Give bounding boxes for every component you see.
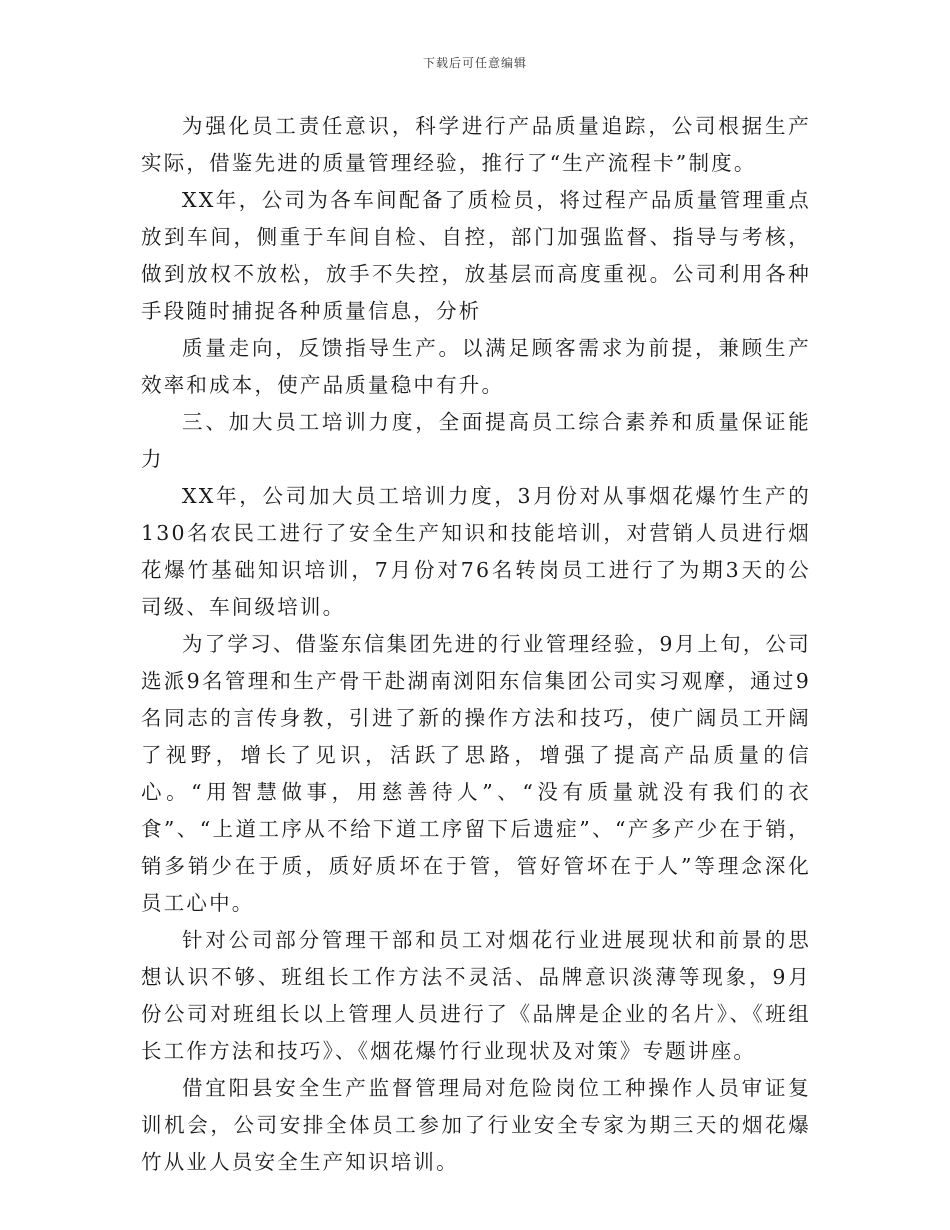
paragraph-4: XX年，公司加大员工培训力度，3月份对从事烟花爆竹生产的130名农民工进行了安全生产知识和技能培训，对营销人员进行烟花爆竹基础知识培训，7月份对76名转岗员工进行了为期3天的公司级、车间级培训。 xyxy=(141,484,811,619)
paragraph-1: 为强化员工责任意识，科学进行产品质量追踪，公司根据生产实际，借鉴先进的质量管理经验，推行了“生产流程卡”制度。 xyxy=(141,114,811,175)
paragraph-3: 质量走向，反馈指导生产。以满足顾客需求为前提，兼顾生产效率和成本，使产品质量稳中有升。 xyxy=(141,336,811,397)
document-body xyxy=(141,108,811,1181)
paragraph-7: 借宜阳县安全生产监督管理局对危险岗位工种操作人员审证复训机会，公司安排全体员工参加了行业安全专家为期三天的烟花爆竹从业人员安全生产知识培训。 xyxy=(141,1076,811,1174)
paragraph-2: XX年，公司为各车间配备了质检员，将过程产品质量管理重点放到车间，侧重于车间自检、自控，部门加强监督、指导与考核，做到放权不放松，放手不失控，放基层而高度重视。公司利用各种手段随时捕捉各种质量信息，分析 xyxy=(141,188,811,323)
paragraph-5: 为了学习、借鉴东信集团先进的行业管理经验，9月上旬，公司选派9名管理和生产骨干赴湖南浏阳东信集团公司实习观摩，通过9名同志的言传身教，引进了新的操作方法和技巧，使广阔员工开阔了视野，增长了见识，活跃了思路，增强了提高产品质量的信心。“用智慧做事，用慈善待人”、“没有质量就没有我们的衣食”、“上道工序从不给下道工序留下后遗症”、“产多产少在于销，销多销少在于质，质好质坏在于管，管好管坏在于人”等理念深化员工心中。 xyxy=(141,632,811,915)
header-note: 下载后可任意编辑 xyxy=(422,56,527,70)
section-heading-3: 三、加大员工培训力度，全面提高员工综合素养和质量保证能力 xyxy=(141,410,811,471)
paragraph-6: 针对公司部分管理干部和员工对烟花行业进展现状和前景的思想认识不够、班组长工作方法不灵活、品牌意识淡薄等现象，9月份公司对班组长以上管理人员进行了《品牌是企业的名片》、《班组长工作方法和技巧》、《烟花爆竹行业现状及对策》专题讲座。 xyxy=(141,928,811,1063)
